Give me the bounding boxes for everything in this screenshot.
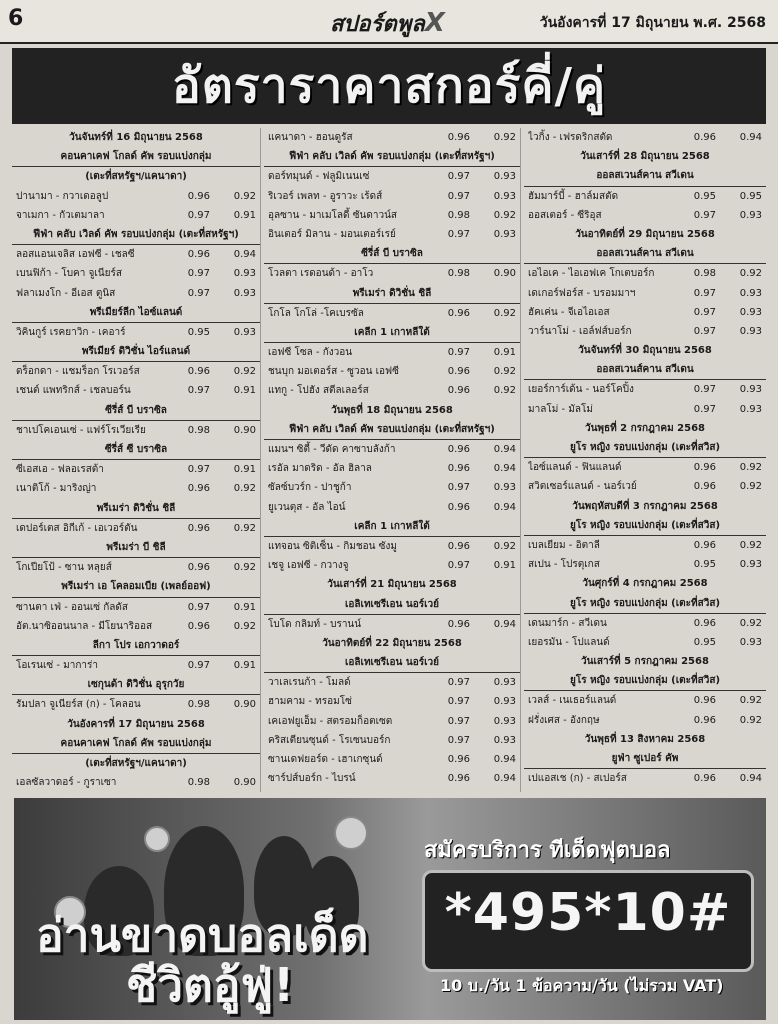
match-row bbox=[524, 691, 766, 710]
date-heading: วันเสาร์ที่ 5 กรกฎาคม 2568 bbox=[581, 656, 709, 668]
league-heading: ยูโร หญิง รอบแบ่งกลุ่ม (เตะที่สวิส) bbox=[524, 438, 766, 458]
odd-rate: 0.95 bbox=[693, 190, 716, 202]
even-rate: 0.91 bbox=[233, 660, 256, 672]
match-teams: โวลตา เรดอนด้า - อาโว bbox=[268, 268, 374, 280]
league-heading: พรีเมร่า ดิวิชั่น ชิลี bbox=[264, 284, 520, 304]
match-row bbox=[12, 284, 260, 303]
match-row bbox=[12, 362, 260, 381]
even-rate: 0.92 bbox=[493, 366, 516, 378]
match-row bbox=[264, 128, 520, 147]
match-teams: เชจู เอฟซี - กวางจู bbox=[268, 560, 349, 572]
match-teams: ดอร์ทมุนด์ - ฟลูมิเนนเซ่ bbox=[268, 171, 370, 183]
match-teams: อินเตอร์ มิลาน - มอนเตอร์เรย์ bbox=[268, 228, 396, 240]
match-teams: ซานตา เฟ่ - ออนเซ่ กัลดัส bbox=[16, 601, 129, 613]
match-row bbox=[264, 343, 520, 362]
match-teams: ฮัมมาร์บี้ - ฮาล์มสตัด bbox=[528, 190, 619, 202]
odds-columns bbox=[12, 128, 766, 792]
match-row bbox=[524, 187, 766, 206]
match-teams: เนาติโก้ - มาริงญ่า bbox=[16, 483, 97, 495]
even-rate: 0.91 bbox=[233, 601, 256, 613]
league-heading: ยูโร หญิง รอบแบ่งกลุ่ม (เตะที่สวิส) bbox=[524, 671, 766, 691]
odd-rate: 0.98 bbox=[447, 268, 470, 280]
odds-column-1 bbox=[12, 128, 261, 792]
even-rate: 0.93 bbox=[493, 696, 516, 708]
date-heading: วันอาทิตย์ที่ 29 มิถุนายน 2568 bbox=[575, 228, 715, 240]
match-row bbox=[12, 206, 260, 225]
odd-rate: 0.96 bbox=[187, 190, 210, 202]
match-teams: โกโล โกโล่ -โคเบรซัล bbox=[268, 307, 364, 319]
date-heading: วันจันทร์ที่ 16 มิถุนายน 2568 bbox=[69, 132, 203, 143]
even-rate: 0.93 bbox=[739, 287, 762, 299]
match-row bbox=[524, 536, 766, 555]
match-row bbox=[12, 519, 260, 538]
match-row bbox=[524, 711, 766, 730]
match-teams: เดเกอร์ฟอร์ส - บรอมมาฯ bbox=[528, 287, 636, 299]
match-row bbox=[524, 769, 766, 788]
league-heading: ซีรี่ส์ ซี บราซิล bbox=[12, 440, 260, 460]
even-rate: 0.90 bbox=[493, 268, 516, 280]
even-rate: 0.93 bbox=[493, 171, 516, 183]
match-teams: เดนมาร์ก - สวีเดน bbox=[528, 617, 607, 629]
league-heading: คอนคาเคฟ โกลด์ คัพ รอบแบ่งกลุ่ม bbox=[12, 147, 260, 167]
match-teams: ซาร์ปส์บอร์ก - ไบรน์ bbox=[268, 773, 356, 785]
odd-rate: 0.97 bbox=[693, 403, 716, 415]
even-rate: 0.94 bbox=[739, 773, 762, 785]
odd-rate: 0.96 bbox=[693, 617, 716, 629]
even-rate: 0.92 bbox=[233, 522, 256, 534]
date-heading: วันเสาร์ที่ 21 มิถุนายน 2568 bbox=[327, 579, 457, 591]
match-teams: เวลส์ - เนเธอร์แลนด์ bbox=[528, 695, 617, 707]
even-rate: 0.94 bbox=[493, 444, 516, 455]
match-teams: ชนบุก มอเตอร์ส - ซูวอน เอฟซี bbox=[268, 366, 399, 378]
match-teams: ยูเวนตุส - อัล ไอน์ bbox=[268, 501, 346, 513]
odd-rate: 0.97 bbox=[447, 228, 470, 240]
even-rate: 0.92 bbox=[493, 209, 516, 221]
match-teams: เดปอร์เตส อิกีเก้ - เอเวอร์ตัน bbox=[16, 522, 138, 534]
match-row bbox=[524, 555, 766, 574]
odd-rate: 0.97 bbox=[187, 601, 210, 613]
league-heading: ออลสเวนส์คาน สวีเดน bbox=[524, 360, 766, 380]
league-heading: ลีกา โปร เอกวาดอร์ bbox=[12, 636, 260, 656]
ad-slogan-line1: อ่านขาดบอลเด็ด bbox=[36, 908, 369, 962]
match-teams: เชนต์ แพทริกส์ - เชลบอร์น bbox=[16, 385, 131, 397]
even-rate: 0.93 bbox=[739, 384, 762, 396]
match-row bbox=[264, 440, 520, 459]
even-rate: 0.93 bbox=[493, 482, 516, 494]
date-heading: (เตะที่สหรัฐฯ/แคนาดา) bbox=[85, 171, 187, 183]
odd-rate: 0.96 bbox=[187, 366, 210, 378]
even-rate: 0.93 bbox=[233, 268, 256, 280]
even-rate: 0.93 bbox=[233, 326, 256, 338]
ad-code-box[interactable] bbox=[422, 870, 754, 972]
even-rate: 0.93 bbox=[739, 325, 762, 337]
match-row bbox=[264, 381, 520, 400]
match-row bbox=[264, 692, 520, 711]
even-rate: 0.92 bbox=[739, 268, 762, 280]
league-heading: ออลสเวนส์คาน สวีเดน bbox=[524, 244, 766, 264]
match-teams: ริเวอร์ เพลท - อูราวะ เร้ดส์ bbox=[268, 190, 383, 202]
even-rate: 0.92 bbox=[493, 307, 516, 319]
league-heading: ซีรี่ส์ บี บราซิล bbox=[12, 401, 260, 421]
match-teams: อุลซาน - มาเมโลดี้ ซันดาวน์ส bbox=[268, 209, 398, 221]
even-rate: 0.92 bbox=[233, 562, 256, 574]
league-heading: ยูฟ่า ซูเปอร์ คัพ bbox=[524, 749, 766, 769]
even-rate: 0.92 bbox=[739, 481, 762, 493]
even-rate: 0.90 bbox=[233, 699, 256, 711]
page-number: 6 bbox=[8, 6, 24, 31]
match-row bbox=[12, 617, 260, 636]
match-row bbox=[264, 362, 520, 381]
even-rate: 0.92 bbox=[739, 695, 762, 707]
odd-rate: 0.96 bbox=[447, 540, 470, 552]
even-rate: 0.93 bbox=[493, 190, 516, 202]
even-rate: 0.92 bbox=[493, 540, 516, 552]
even-rate: 0.92 bbox=[739, 462, 762, 474]
match-teams: แมนฯ ซิตี้ - วีดัด คาซาบลังก้า bbox=[268, 444, 396, 455]
league-heading: ฟีฟ่า คลับ เวิลด์ คัพ รอบแบ่งกลุ่ม (เตะที่สหรัฐฯ) bbox=[12, 225, 260, 245]
even-rate: 0.91 bbox=[493, 347, 516, 359]
match-row bbox=[264, 556, 520, 575]
match-row bbox=[524, 633, 766, 652]
date-heading: วันพุธที่ 18 มิถุนายน 2568 bbox=[331, 404, 453, 416]
even-rate: 0.92 bbox=[493, 132, 516, 143]
match-row bbox=[264, 498, 520, 517]
even-rate: 0.94 bbox=[493, 773, 516, 785]
match-row bbox=[264, 750, 520, 769]
match-teams: วิคินกูร์ เรคยาวิก - เคอาร์ bbox=[16, 326, 126, 338]
match-teams: ปานามา - กวาเดอลูป bbox=[16, 190, 109, 202]
league-heading: พรีเมร่า เอ โคลอมเบีย (เพลย์ออฟ) bbox=[12, 577, 260, 597]
league-heading: คอนคาเคฟ โกลด์ คัพ รอบแบ่งกลุ่ม bbox=[12, 734, 260, 754]
match-row bbox=[524, 303, 766, 322]
match-teams: อัต.นาซิออนนาล - มีโยนาริออส bbox=[16, 620, 153, 632]
even-rate: 0.90 bbox=[233, 777, 256, 789]
league-heading: พรีเมร่า บี ชิลี bbox=[12, 538, 260, 558]
match-row bbox=[524, 614, 766, 633]
match-row bbox=[524, 380, 766, 399]
match-teams: ไวกิ้ง - เฟรดริกสตัด bbox=[528, 132, 613, 143]
match-row bbox=[12, 695, 260, 714]
ad-slogan-line2: ชีวิตอู้ฟู่! bbox=[126, 958, 295, 1012]
match-teams: เรอัล มาดริด - อัล ฮิลาล bbox=[268, 463, 372, 475]
league-heading: พรีเมร่า ดิวิชั่น ชิลี bbox=[12, 499, 260, 519]
even-rate: 0.93 bbox=[739, 559, 762, 571]
match-row bbox=[264, 673, 520, 692]
match-row bbox=[524, 477, 766, 496]
odd-rate: 0.97 bbox=[187, 464, 210, 476]
even-rate: 0.94 bbox=[493, 754, 516, 765]
odd-rate: 0.96 bbox=[187, 562, 210, 574]
match-row bbox=[264, 769, 520, 788]
match-teams: ลอสแอนเจลิส เอฟซี - เชลซี bbox=[16, 249, 135, 261]
page-header bbox=[0, 0, 778, 44]
match-teams: เอฟซี โซล - กังวอน bbox=[268, 347, 353, 359]
match-teams: ดร็อกดา - แชมร็อก โรเวอร์ส bbox=[16, 366, 140, 378]
match-row bbox=[524, 322, 766, 341]
even-rate: 0.91 bbox=[233, 464, 256, 476]
odd-rate: 0.96 bbox=[693, 132, 716, 143]
ad-slogan bbox=[36, 910, 396, 1010]
title-banner bbox=[12, 48, 766, 124]
league-heading: พรีเมียร์ ดิวิชั่น ไอร์แลนด์ bbox=[12, 342, 260, 362]
odd-rate: 0.98 bbox=[187, 777, 210, 789]
league-heading: ซีรี่ส์ บี บราซิล bbox=[264, 244, 520, 264]
league-heading: เซกุนด้า ดิวิชั่น อุรุกวัย bbox=[12, 675, 260, 695]
even-rate: 0.93 bbox=[493, 715, 516, 727]
match-teams: เยอรมัน - โปแลนด์ bbox=[528, 636, 610, 648]
even-rate: 0.90 bbox=[233, 424, 256, 436]
odd-rate: 0.98 bbox=[693, 268, 716, 280]
match-teams: เยอร์การ์เด้น - นอร์โคปิ้ง bbox=[528, 384, 634, 396]
odd-rate: 0.96 bbox=[447, 618, 470, 630]
even-rate: 0.93 bbox=[233, 287, 256, 299]
league-heading: ยูโร หญิง รอบแบ่งกลุ่ม (เตะที่สวิส) bbox=[524, 516, 766, 536]
even-rate: 0.91 bbox=[233, 385, 256, 397]
match-row bbox=[12, 421, 260, 440]
odd-rate: 0.96 bbox=[447, 463, 470, 475]
match-teams: วาร์นาโม่ - เอล์ฟส์บอร์ก bbox=[528, 325, 632, 337]
match-row bbox=[12, 460, 260, 479]
even-rate: 0.92 bbox=[739, 714, 762, 726]
date-heading: วันพุธที่ 2 กรกฎาคม 2568 bbox=[584, 422, 706, 434]
even-rate: 0.93 bbox=[739, 636, 762, 648]
league-heading: เอลิเทเซรีเอน นอร์เวย์ bbox=[264, 595, 520, 615]
match-teams: เอลซัลวาดอร์ - กูราเซา bbox=[16, 777, 117, 789]
page-title: อัตราราคาสกอร์คี่/คู่ bbox=[171, 58, 607, 114]
odd-rate: 0.97 bbox=[693, 306, 716, 318]
even-rate: 0.91 bbox=[233, 209, 256, 221]
even-rate: 0.93 bbox=[739, 209, 762, 221]
match-row bbox=[12, 598, 260, 617]
match-teams: คริสเตียนซุนด์ - โรเซนบอร์ก bbox=[268, 734, 391, 746]
odd-rate: 0.96 bbox=[447, 307, 470, 319]
odd-rate: 0.96 bbox=[447, 773, 470, 785]
even-rate: 0.93 bbox=[739, 403, 762, 415]
match-teams: ออสเตอร์ - ซีริอุส bbox=[528, 209, 602, 221]
league-heading: พรีเมียร์ลีก ไอซ์แลนด์ bbox=[12, 303, 260, 323]
ad-ussd-code: *495*10# bbox=[444, 883, 732, 943]
odds-column-2 bbox=[264, 128, 521, 792]
odd-rate: 0.96 bbox=[693, 481, 716, 493]
odd-rate: 0.97 bbox=[187, 660, 210, 672]
match-teams: ซานเดฟยอร์ด - เฮาเกซุนด์ bbox=[268, 754, 383, 765]
ad-service-text: สมัครบริการ ทีเด็ดฟุตบอล bbox=[424, 838, 671, 863]
odd-rate: 0.97 bbox=[693, 209, 716, 221]
even-rate: 0.94 bbox=[739, 132, 762, 143]
odd-rate: 0.97 bbox=[187, 268, 210, 280]
odd-rate: 0.97 bbox=[447, 696, 470, 708]
match-row bbox=[264, 264, 520, 283]
match-teams: ซัลซ์บวร์ก - ปาชูก้า bbox=[268, 482, 352, 494]
date-heading: วันพฤหัสบดีที่ 3 กรกฎาคม 2568 bbox=[572, 500, 718, 512]
match-row bbox=[524, 128, 766, 147]
brand-x: X bbox=[424, 8, 445, 38]
odd-rate: 0.96 bbox=[693, 539, 716, 551]
even-rate: 0.94 bbox=[233, 249, 256, 261]
league-heading: ฟีฟ่า คลับ เวิลด์ คัพ รอบแบ่งกลุ่ม (เตะที่สหรัฐฯ) bbox=[264, 420, 520, 440]
match-row bbox=[264, 206, 520, 225]
odd-rate: 0.97 bbox=[693, 325, 716, 337]
even-rate: 0.94 bbox=[493, 618, 516, 630]
match-row bbox=[264, 167, 520, 186]
match-row bbox=[524, 264, 766, 283]
even-rate: 0.95 bbox=[739, 190, 762, 202]
odd-rate: 0.97 bbox=[187, 287, 210, 299]
match-teams: แทกู - โปฮัง สตีลเลอร์ส bbox=[268, 385, 369, 397]
odd-rate: 0.97 bbox=[447, 734, 470, 746]
even-rate: 0.92 bbox=[493, 385, 516, 397]
match-teams: สเปน - โปรตุเกส bbox=[528, 559, 600, 571]
brand-name: สปอร์ตพูล bbox=[330, 12, 425, 37]
match-teams: จาเมกา - กัวเตมาลา bbox=[16, 209, 105, 221]
even-rate: 0.92 bbox=[739, 617, 762, 629]
odd-rate: 0.96 bbox=[693, 714, 716, 726]
even-rate: 0.93 bbox=[739, 306, 762, 318]
even-rate: 0.92 bbox=[233, 483, 256, 495]
match-row bbox=[12, 558, 260, 577]
date-heading: วันอาทิตย์ที่ 22 มิถุนายน 2568 bbox=[322, 637, 462, 649]
match-teams: สวิตเซอร์แลนด์ - นอร์เวย์ bbox=[528, 481, 637, 493]
match-teams: ซีเอสเอ - ฟลอเรสต้า bbox=[16, 464, 104, 476]
match-teams: ฮัคเค่น - จีเอไอเอส bbox=[528, 306, 610, 318]
odd-rate: 0.96 bbox=[447, 366, 470, 378]
date-heading: วันจันทร์ที่ 30 มิถุนายน 2568 bbox=[578, 345, 712, 357]
match-row bbox=[264, 225, 520, 244]
match-row bbox=[264, 537, 520, 556]
match-teams: เอไอเค - ไอเอฟเค โกเตบอร์ก bbox=[528, 268, 655, 280]
odd-rate: 0.95 bbox=[693, 559, 716, 571]
even-rate: 0.91 bbox=[493, 560, 516, 572]
odd-rate: 0.95 bbox=[187, 326, 210, 338]
match-row bbox=[12, 264, 260, 283]
issue-date: วันอังคารที่ 17 มิถุนายน พ.ศ. 2568 bbox=[539, 15, 766, 31]
match-teams: เบลเยียม - อิตาลี bbox=[528, 539, 600, 551]
even-rate: 0.92 bbox=[233, 190, 256, 202]
match-row bbox=[524, 206, 766, 225]
odd-rate: 0.96 bbox=[693, 695, 716, 707]
even-rate: 0.94 bbox=[493, 463, 516, 475]
odd-rate: 0.97 bbox=[447, 190, 470, 202]
match-row bbox=[264, 731, 520, 750]
match-teams: ชาเปโคเอนเซ่ - แฟร์โรเวียเรีย bbox=[16, 424, 146, 436]
ad-price-text: 10 บ./วัน 1 ข้อความ/วัน (ไม่รวม VAT) bbox=[440, 976, 724, 995]
match-row bbox=[264, 304, 520, 323]
odds-column-3 bbox=[524, 128, 766, 792]
match-teams: โอเรนเซ่ - มาการ่า bbox=[16, 660, 99, 672]
odd-rate: 0.98 bbox=[187, 424, 210, 436]
match-row bbox=[264, 478, 520, 497]
match-teams: วาเลเรนก้า - โมลด์ bbox=[268, 677, 351, 689]
odd-rate: 0.96 bbox=[447, 444, 470, 455]
brand-logo bbox=[330, 6, 445, 41]
even-rate: 0.92 bbox=[233, 366, 256, 378]
match-teams: แทจอน ซิติเซ็น - กิมชอน ซังมู bbox=[268, 540, 397, 552]
odd-rate: 0.96 bbox=[187, 620, 210, 632]
date-heading: วันศุกร์ที่ 4 กรกฎาคม 2568 bbox=[582, 578, 708, 590]
match-teams: แคนาดา - ฮอนดูรัส bbox=[268, 132, 353, 143]
odd-rate: 0.96 bbox=[447, 132, 470, 143]
match-teams: โบโด กลิมท์ - บรานน์ bbox=[268, 618, 362, 630]
odd-rate: 0.97 bbox=[447, 677, 470, 689]
match-teams: เบนฟิก้า - โบคา จูเนียร์ส bbox=[16, 268, 122, 280]
league-heading: เคลีก 1 เกาหลีใต้ bbox=[264, 517, 520, 537]
match-teams: ฟลาเมงโก - อีเอส ตูนิส bbox=[16, 287, 116, 299]
match-teams: เคเอฟยูเอ็ม - สตรอมก็อตเซต bbox=[268, 715, 393, 727]
date-heading: วันพุธที่ 13 สิงหาคม 2568 bbox=[584, 733, 706, 745]
match-teams: ฮามคาม - ทรอมโซ่ bbox=[268, 696, 352, 708]
league-heading: ออลสเวนส์คาน สวีเดน bbox=[524, 166, 766, 186]
odd-rate: 0.97 bbox=[187, 209, 210, 221]
even-rate: 0.93 bbox=[493, 734, 516, 746]
match-teams: มาลโม่ - มัลโม่ bbox=[528, 403, 593, 415]
odd-rate: 0.98 bbox=[447, 209, 470, 221]
match-row bbox=[264, 459, 520, 478]
odd-rate: 0.96 bbox=[693, 462, 716, 474]
odd-rate: 0.95 bbox=[693, 636, 716, 648]
league-heading: ฟีฟ่า คลับ เวิลด์ คัพ รอบแบ่งกลุ่ม (เตะที่สหรัฐฯ) bbox=[264, 147, 520, 167]
match-row bbox=[524, 458, 766, 477]
date-heading: วันเสาร์ที่ 28 มิถุนายน 2568 bbox=[580, 151, 710, 163]
match-teams: เปแอสเช (ก) - สเปอร์ส bbox=[528, 773, 627, 785]
match-row bbox=[12, 323, 260, 342]
odd-rate: 0.96 bbox=[187, 249, 210, 261]
odd-rate: 0.96 bbox=[447, 501, 470, 513]
odd-rate: 0.97 bbox=[693, 287, 716, 299]
match-row bbox=[264, 187, 520, 206]
odd-rate: 0.96 bbox=[187, 522, 210, 534]
odd-rate: 0.97 bbox=[447, 482, 470, 494]
league-heading: เคลีก 1 เกาหลีใต้ bbox=[264, 323, 520, 343]
odd-rate: 0.97 bbox=[447, 171, 470, 183]
even-rate: 0.93 bbox=[493, 228, 516, 240]
match-row bbox=[12, 479, 260, 498]
match-teams: โกเปียโป้ - ซาน หลุยส์ bbox=[16, 562, 112, 574]
match-teams: ไอซ์แลนด์ - ฟินแลนด์ bbox=[528, 462, 622, 474]
match-row bbox=[12, 656, 260, 675]
odd-rate: 0.97 bbox=[447, 715, 470, 727]
match-row bbox=[12, 245, 260, 264]
league-heading: ยูโร หญิง รอบแบ่งกลุ่ม (เตะที่สวิส) bbox=[524, 594, 766, 614]
odd-rate: 0.97 bbox=[447, 347, 470, 359]
match-row bbox=[524, 284, 766, 303]
odd-rate: 0.96 bbox=[447, 385, 470, 397]
date-heading: (เตะที่สหรัฐฯ/แคนาดา) bbox=[85, 758, 187, 769]
match-row bbox=[12, 773, 260, 792]
match-row bbox=[12, 187, 260, 206]
odd-rate: 0.96 bbox=[447, 754, 470, 765]
odd-rate: 0.96 bbox=[693, 773, 716, 785]
match-teams: รัมปลา จูเนียร์ส (ก) - โคลอน bbox=[16, 699, 141, 711]
even-rate: 0.93 bbox=[493, 677, 516, 689]
odd-rate: 0.98 bbox=[187, 699, 210, 711]
match-row bbox=[264, 615, 520, 634]
odd-rate: 0.97 bbox=[447, 560, 470, 572]
match-row bbox=[12, 381, 260, 400]
even-rate: 0.94 bbox=[493, 501, 516, 513]
odd-rate: 0.97 bbox=[187, 385, 210, 397]
match-row bbox=[524, 400, 766, 419]
even-rate: 0.92 bbox=[739, 539, 762, 551]
match-teams: ฝรั่งเศส - อังกฤษ bbox=[528, 714, 600, 726]
league-heading: เอลิเทเซรีเอน นอร์เวย์ bbox=[264, 653, 520, 673]
match-row bbox=[264, 712, 520, 731]
advertisement[interactable] bbox=[14, 798, 766, 1020]
even-rate: 0.92 bbox=[233, 620, 256, 632]
odd-rate: 0.96 bbox=[187, 483, 210, 495]
date-heading: วันอังคารที่ 17 มิถุนายน 2568 bbox=[67, 718, 205, 730]
odd-rate: 0.97 bbox=[693, 384, 716, 396]
